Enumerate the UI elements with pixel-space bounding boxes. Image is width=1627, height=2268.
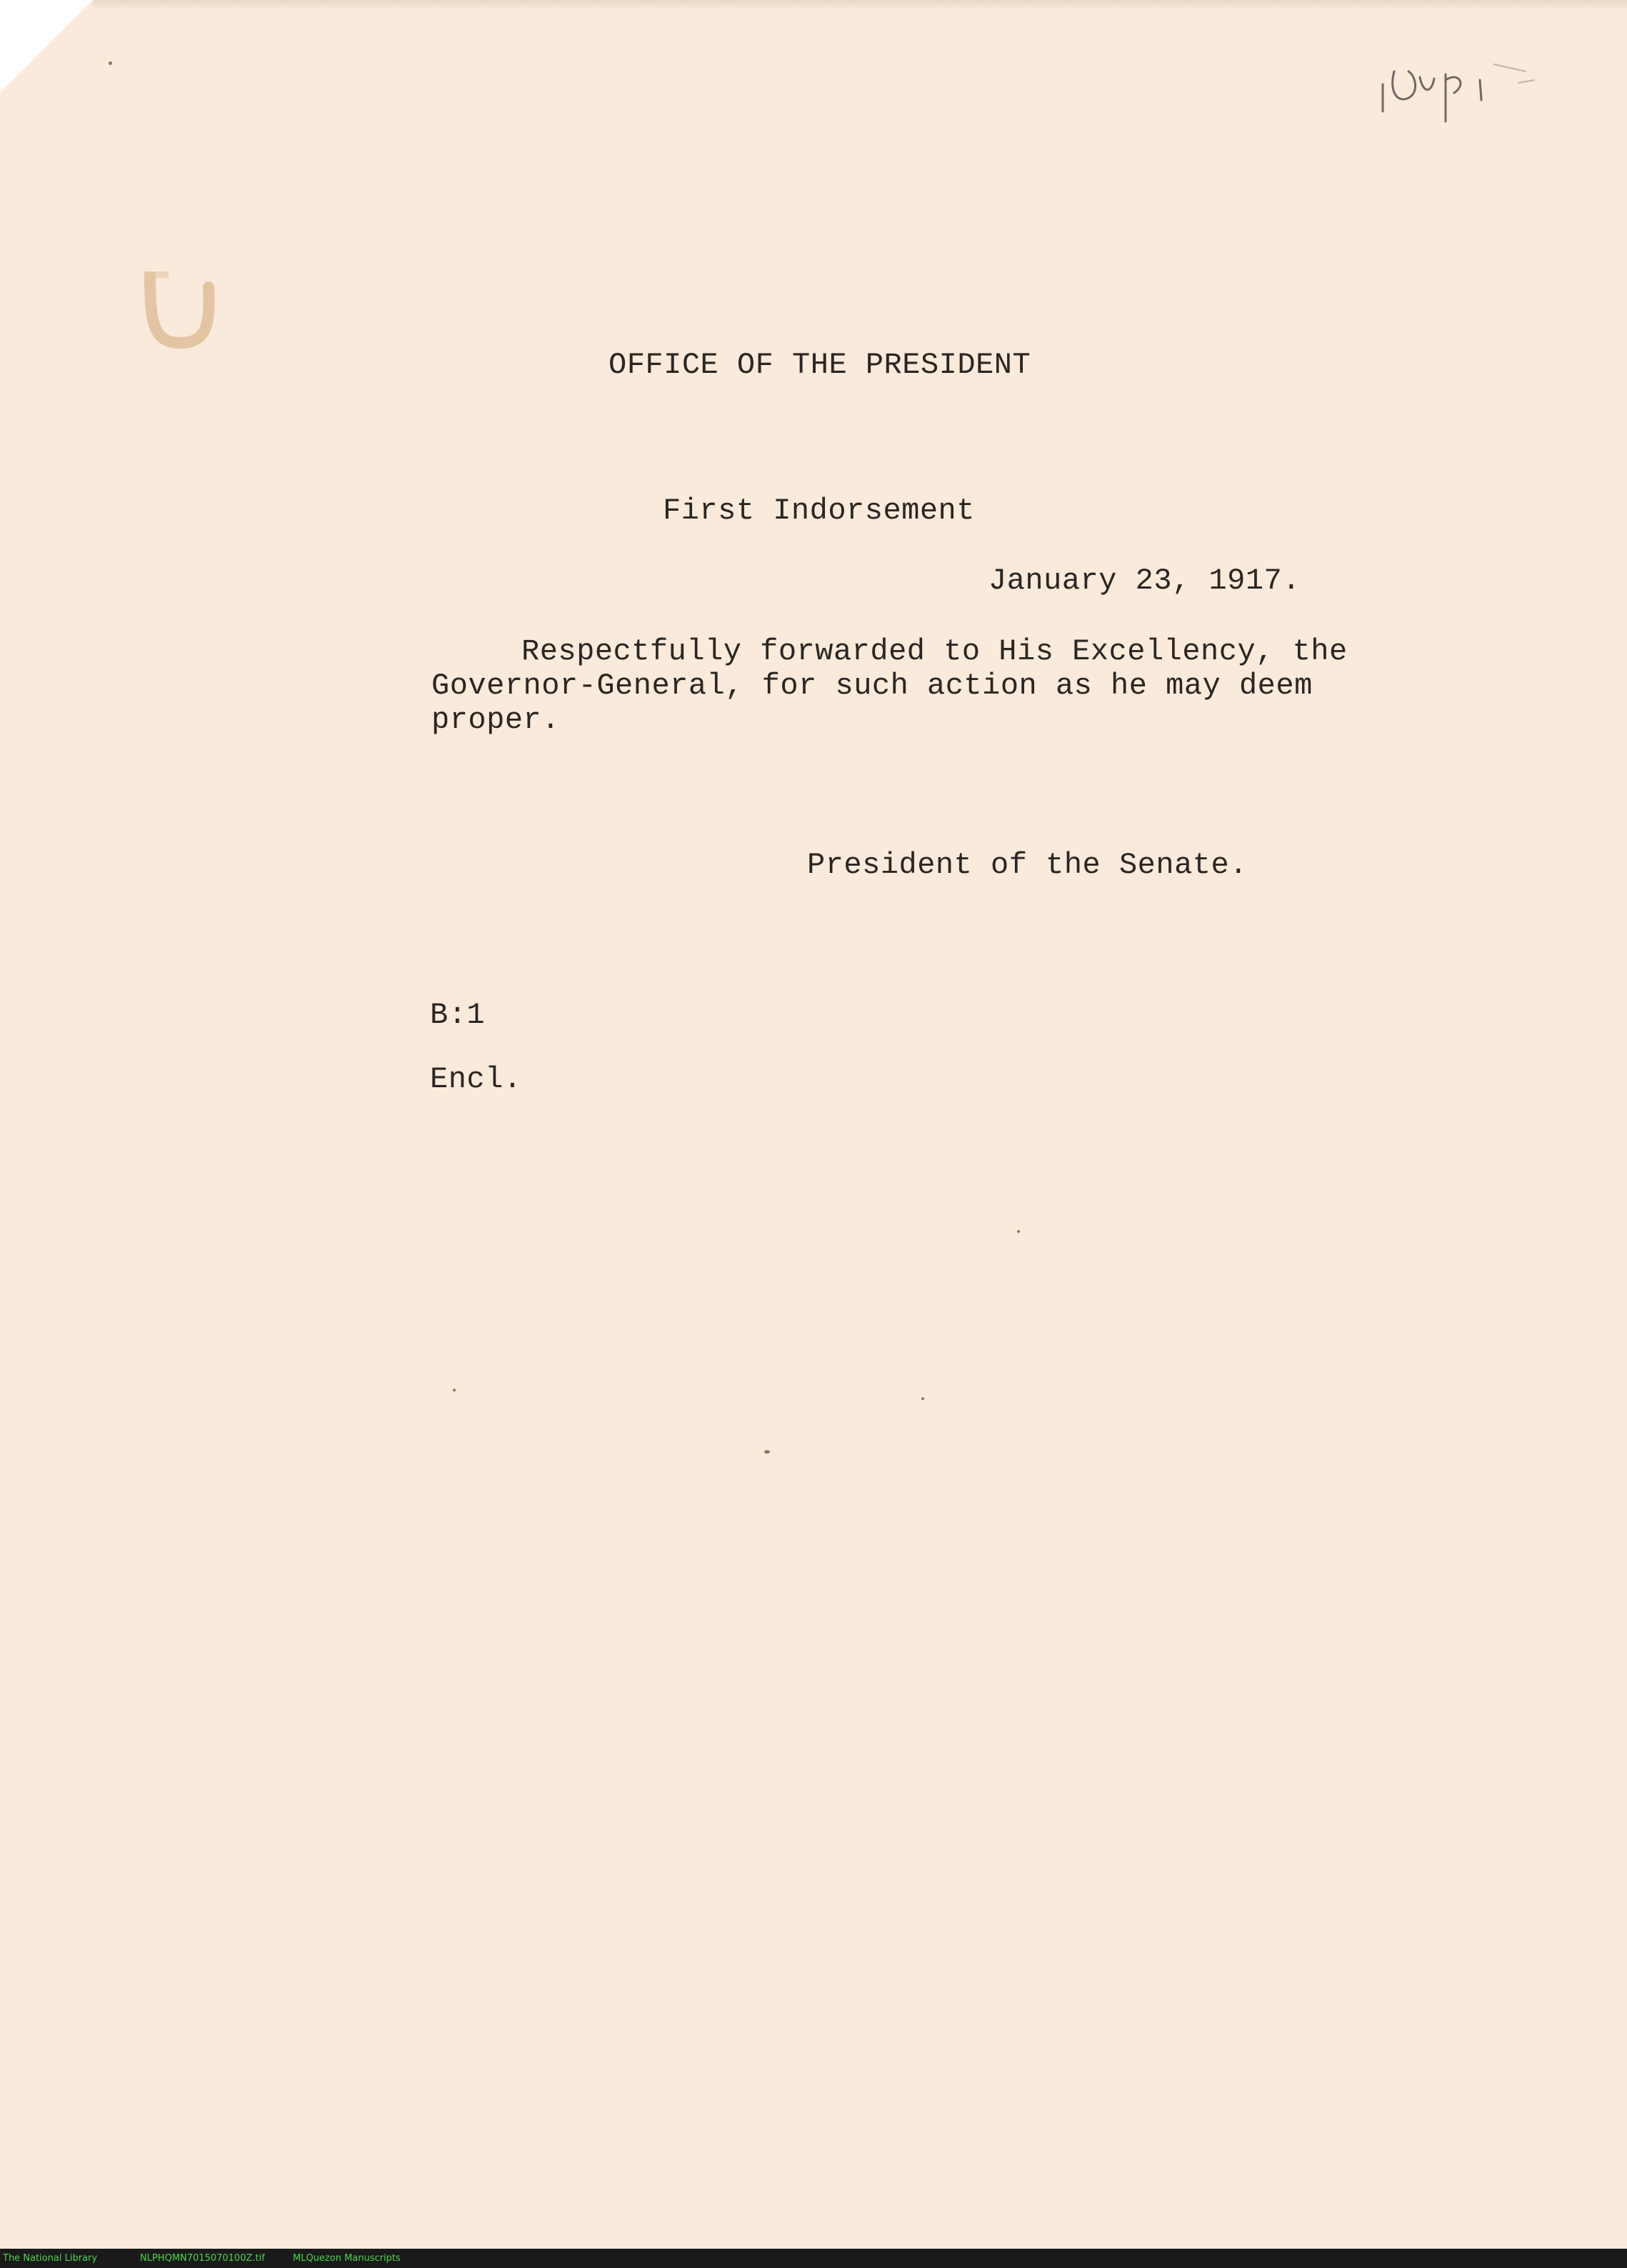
page-top-shadow: [93, 0, 1627, 10]
body-line: proper.: [431, 703, 560, 737]
archive-footer: [0, 2249, 1627, 2268]
footer-library: The National Library: [3, 2253, 98, 2264]
signature-line: President of the Senate.: [807, 848, 1248, 882]
pencil-annotation-icon: [1354, 43, 1568, 129]
paper-clip-stain-icon: [140, 271, 220, 350]
office-title: OFFICE OF THE PRESIDENT: [609, 348, 1031, 382]
footer-collection: MLQuezon Manuscripts: [293, 2253, 401, 2264]
paper-speck: [1017, 1230, 1020, 1233]
enclosure-note: Encl.: [430, 1062, 522, 1096]
paper-speck: [921, 1397, 924, 1400]
footer-file: NLPHQMN7015070100Z.tif: [140, 2253, 265, 2264]
letter-date: January 23, 1917.: [988, 564, 1301, 598]
paper-speck: [109, 61, 112, 65]
indorsement-body: [431, 634, 1388, 737]
paper-speck: [764, 1450, 770, 1454]
body-line: Respectfully forwarded to His Excellency, the: [521, 634, 1348, 669]
reference-code: B:1: [430, 998, 486, 1032]
indorsement-heading: First Indorsement: [663, 494, 975, 528]
paper-speck: [453, 1389, 456, 1392]
folded-corner: [0, 0, 93, 93]
body-line: Governor-General, for such action as he may deem: [431, 669, 1313, 703]
